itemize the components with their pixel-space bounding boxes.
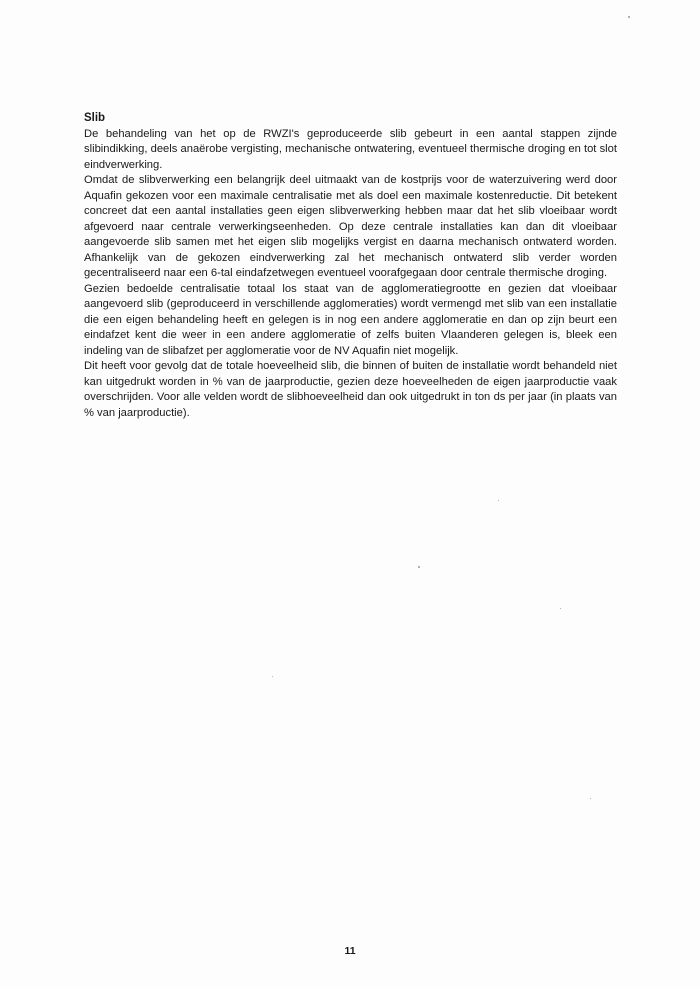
section-heading: Slib [84,112,106,124]
page-number: 11 [344,945,356,957]
scan-speck [560,608,561,609]
scan-speck [498,500,499,501]
scan-speck [418,566,420,568]
scan-speck [628,16,630,18]
paragraph-4: Dit heeft voor gevolg dat de totale hoeveelheid slib, die binnen of buiten de installatie wordt behandeld niet kan uitgedrukt worden in % van de jaarproductie, gezien deze hoeveelheden de eigen jaarproductie vaak overschrijden. Voor alle velden wordt de slibhoeveelheid dan ook uitgedrukt in ton ds per jaar (in plaats van % van jaarproductie). [84,360,617,419]
paragraph-2: Omdat de slibverwerking een belangrijk deel uitmaakt van de kostprijs voor de waterzuivering werd door Aquafin gekozen voor een maximale centralisatie met als doel een maximale kostenreductie. Dit betekent concreet dat een aantal installaties geen eigen slibverwerking hebben maar dat het slib vloeibaar wordt afgevoerd naar centrale verwerkingseenheden. Op deze centrale installaties kan dan dit vloeibaar aangevoerde slib samen met het eigen slib mogelijks vergist en daarna mechanisch ontwaterd worden. Afhankelijk van de gekozen eindverwerking zal het mechanisch ontwaterd slib verder worden gecentraliseerd naar een 6-tal eindafzetwegen eventueel voorafgegaan door centrale thermische droging. [84,174,617,279]
paragraph-3: Gezien bedoelde centralisatie totaal los staat van de agglomeratiegrootte en gezien dat vloeibaar aangevoerd slib (geproduceerd in verschillende agglomeraties) wordt vermengd met slib van een installatie die een eigen behandeling heeft en gelegen is in nog een andere agglomeratie en dan op zijn beurt een eindafzet kent die weer in een andere agglomeratie of zelfs buiten Vlaanderen gelegen is, bleek een indeling van de slibafzet per agglomeratie voor de NV Aquafin niet mogelijk. [84,282,617,357]
paragraph-1: De behandeling van het op de RWZI's geproduceerde slib gebeurt in een aantal stappen zijnde slibindikking, deels anaërobe vergisting, mechanische ontwatering, eventueel thermische droging en tot slot eindverwerking. [84,127,617,171]
document-body [84,111,617,421]
scan-speck [272,676,273,677]
scan-speck [590,798,591,799]
